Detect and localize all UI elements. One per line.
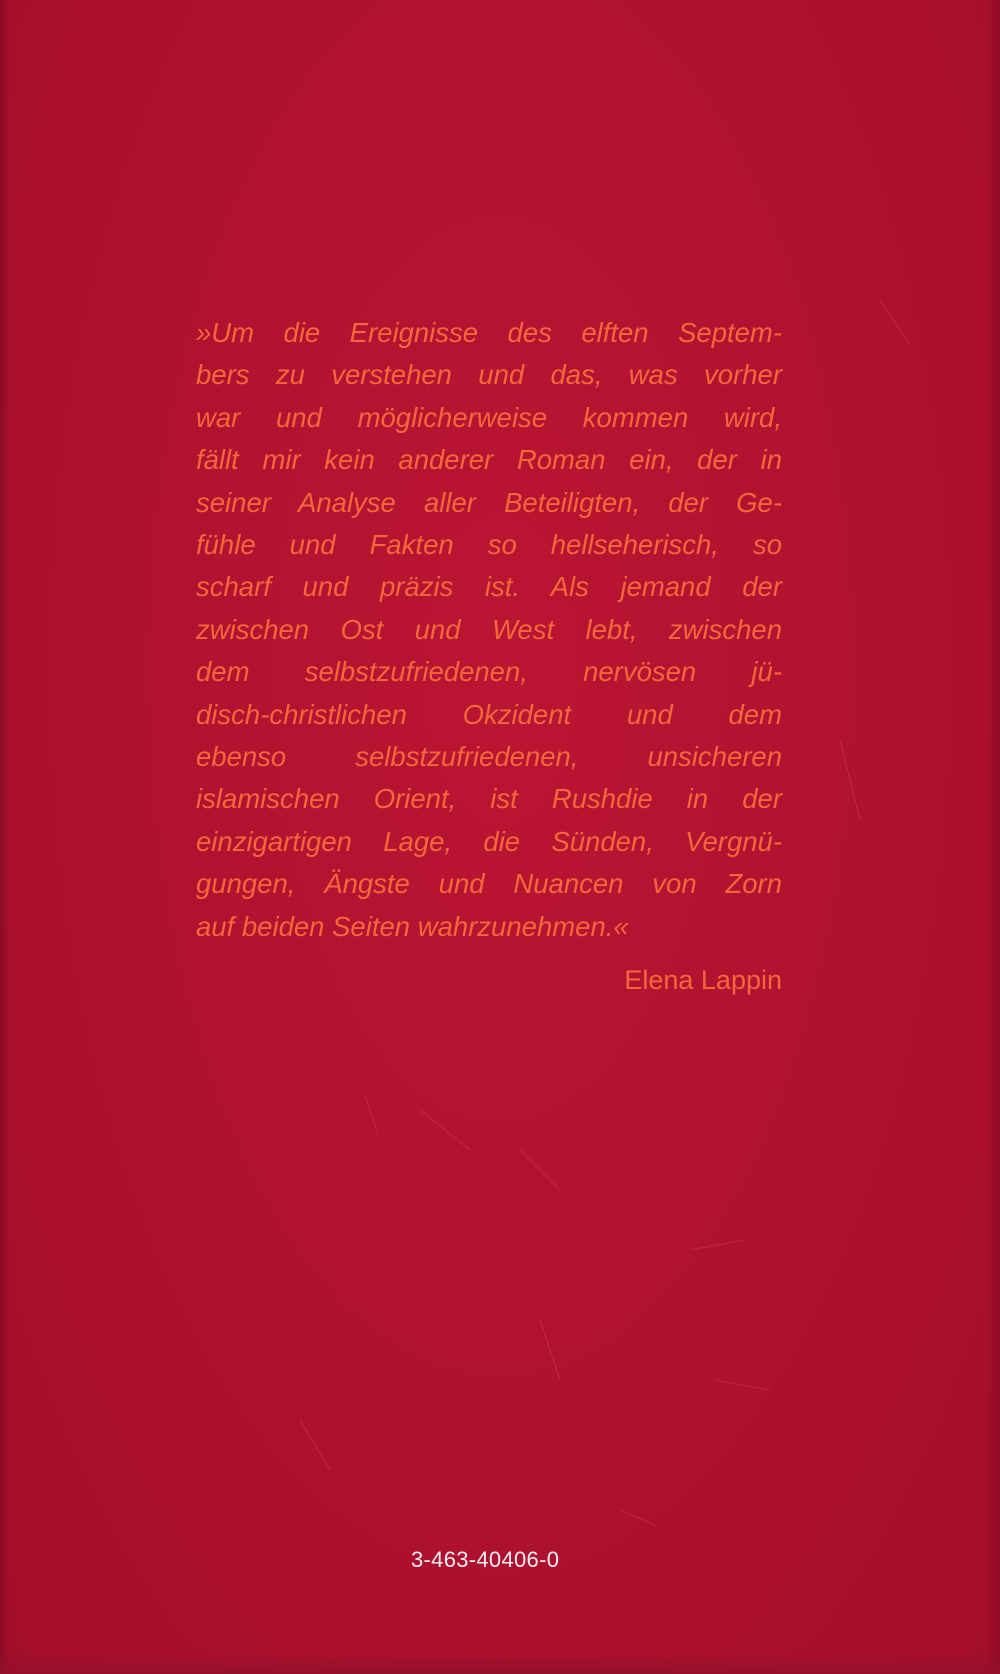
quote-line: fällt mir kein anderer Roman ein, der in: [196, 444, 782, 476]
quote-line: fühle und Fakten so hellseherisch, so: [196, 529, 782, 561]
quote-line: ebenso selbstzufriedenen, unsicheren: [196, 741, 782, 773]
cover-left-edge: [0, 0, 10, 1674]
quote-line: gungen, Ängste und Nuancen von Zorn: [196, 868, 782, 900]
quote-line: »Um die Ereignisse des elften Septem-: [196, 317, 782, 348]
review-quote: [196, 312, 782, 948]
quote-line: einzigartigen Lage, die Sünden, Vergnü-: [196, 825, 782, 857]
quote-line: scharf und präzis ist. Als jemand der: [196, 571, 782, 603]
quote-line: seiner Analyse aller Beteiligten, der Ge-: [196, 486, 782, 518]
cover-right-edge: [986, 0, 1000, 1674]
quote-line: islamischen Orient, ist Rushdie in der: [196, 783, 782, 815]
quote-line: disch-christlichen Okzident und dem: [196, 698, 782, 730]
quote-line: dem selbstzufriedenen, nervösen jü-: [196, 656, 782, 688]
quote-line: auf beiden Seiten wahrzunehmen.«: [196, 910, 629, 942]
cover-bottom-edge: [0, 1654, 1000, 1674]
quote-line: zwischen Ost und West lebt, zwischen: [196, 613, 782, 645]
isbn-number: 3-463-40406-0: [411, 1547, 560, 1572]
quote-line: bers zu verstehen und das, was vorher: [196, 359, 782, 391]
quote-line: war und möglicherweise kommen wird,: [196, 401, 782, 433]
quote-author: Elena Lappin: [624, 965, 782, 995]
